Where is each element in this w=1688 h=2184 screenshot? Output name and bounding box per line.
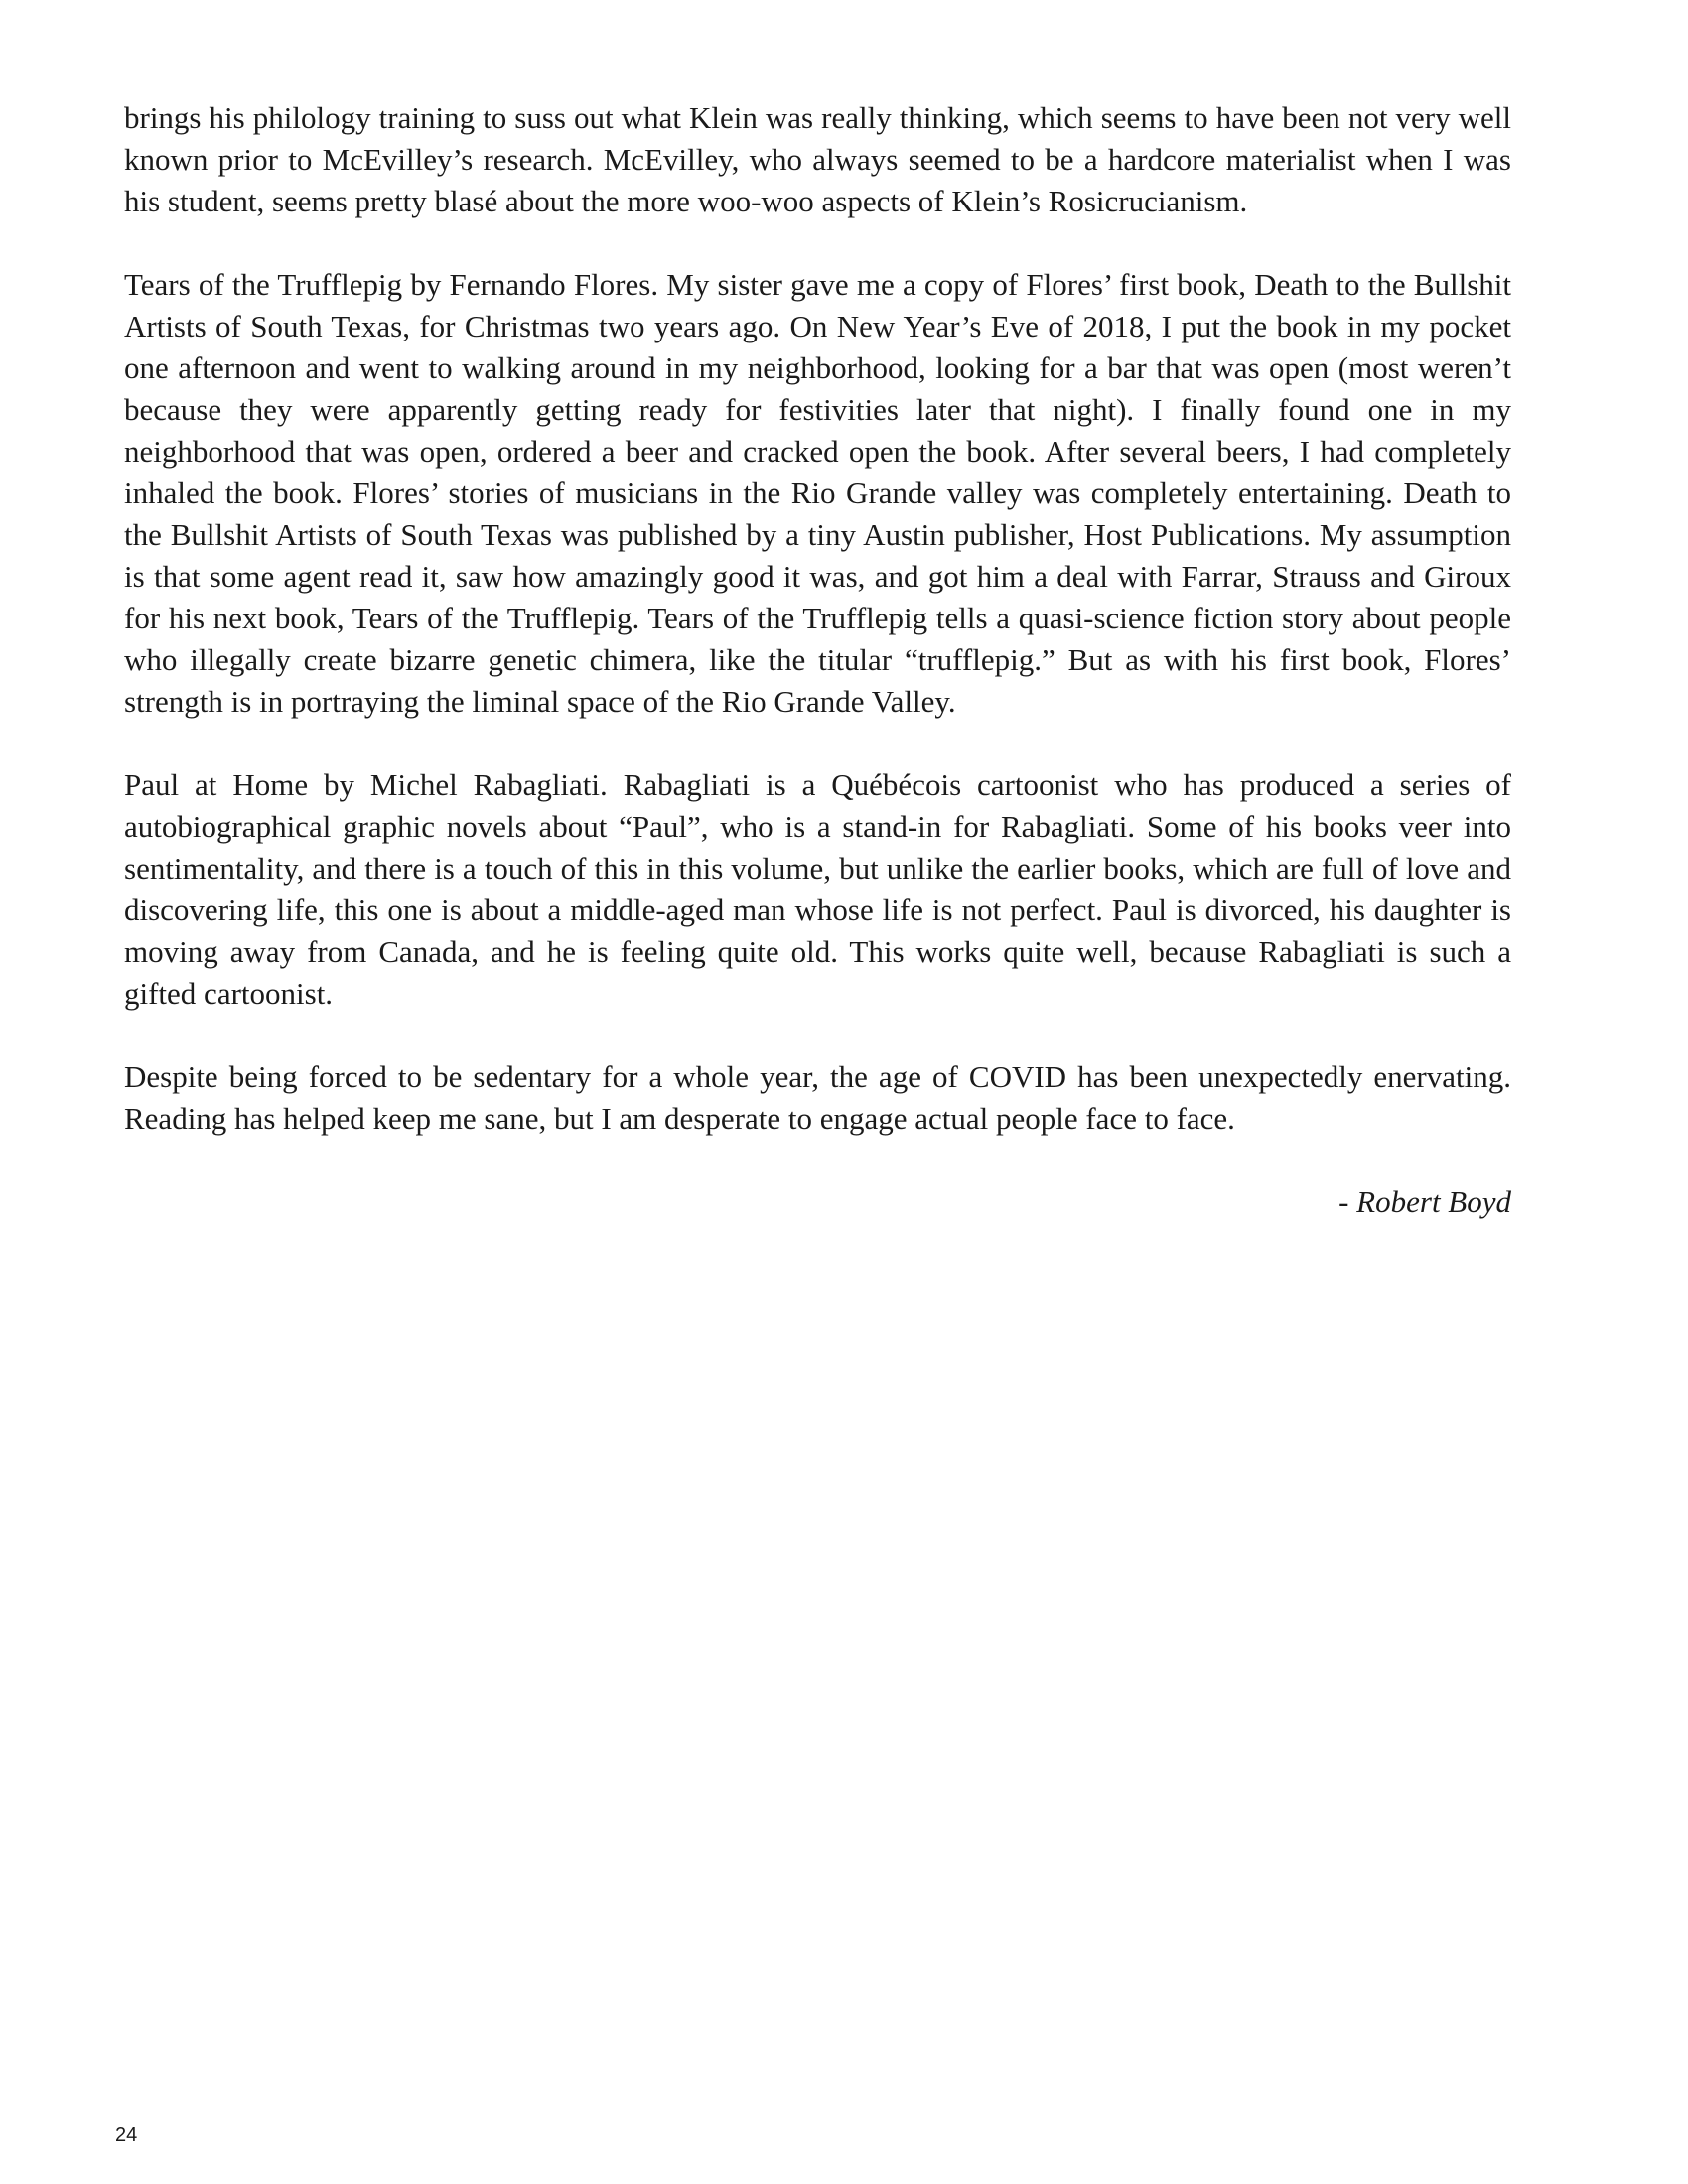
page-number: 24 (115, 2124, 138, 2146)
article-body (124, 97, 1511, 1223)
paragraph-closing: Despite being forced to be sedentary for a whole year, the age of COVID has been unexpectedly enervating. Reading has helped keep me sane, but I am desperate to engage actual people face to face. (124, 1059, 1511, 1136)
paragraph-tears-of-the-trufflepig: Tears of the Trufflepig by Fernando Flores. My sister gave me a copy of Flores’ first book, Death to the Bullshit Artists of South Texas, for Christmas two years ago. On New Year’s Eve of 2018, I put the book in my pocket one afternoon and went to walking around in my neighborhood, looking for a bar that was open (most weren’t because they were apparently getting ready for festivities later that night). I finally found one in my neighborhood that was open, ordered a beer and cracked open the book. After several beers, I had completely inhaled the book. Flores’ stories of musicians in the Rio Grande valley was completely entertaining. Death to the Bullshit Artists of South Texas was published by a tiny Austin publisher, Host Publications. My assumption is that some agent read it, saw how amazingly good it was, and got him a deal with Farrar, Strauss and Giroux for his next book, Tears of the Trufflepig. Tears of the Trufflepig tells a quasi-science fiction story about people who illegally create bizarre genetic chimera, like the titular “trufflepig.” But as with his first book, Flores’ strength is in portraying the liminal space of the Rio Grande Valley. (124, 267, 1511, 719)
author-signature: - Robert Boyd (1338, 1184, 1511, 1219)
paragraph-klein: brings his philology training to suss out what Klein was really thinking, which seems to have been not very well known prior to McEvilley’s research. McEvilley, who always seemed to be a hardcore materialist when I was his student, seems pretty blasé about the more woo-woo aspects of Klein’s Rosicrucianism. (124, 100, 1511, 218)
paragraph-paul-at-home: Paul at Home by Michel Rabagliati. Rabagliati is a Québécois cartoonist who has produced a series of autobiographical graphic novels about “Paul”, who is a stand-in for Rabagliati. Some of his books veer into sentimentality, and there is a touch of this in this volume, but unlike the earlier books, which are full of love and discovering life, this one is about a middle-aged man whose life is not perfect. Paul is divorced, his daughter is moving away from Canada, and he is feeling quite old. This works quite well, because Rabagliati is such a gifted cartoonist. (124, 767, 1511, 1011)
